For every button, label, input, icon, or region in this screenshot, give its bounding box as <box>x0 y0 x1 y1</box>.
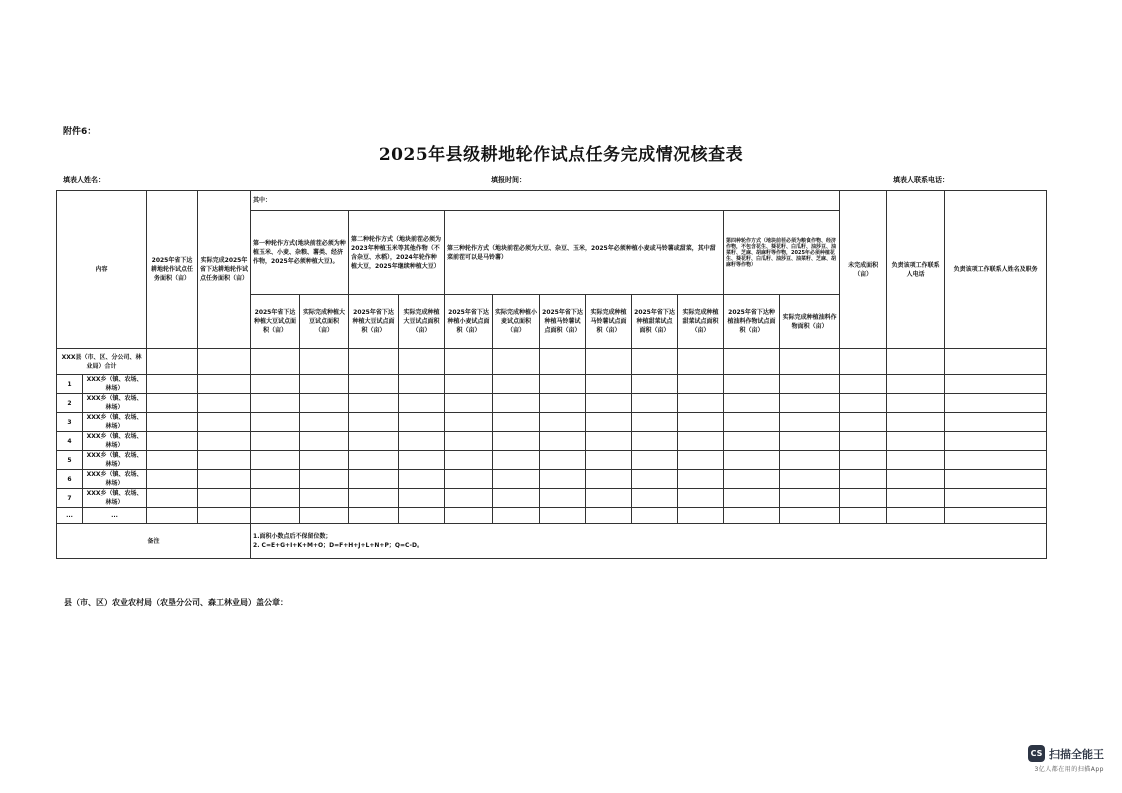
ellipsis-number: ... <box>57 508 83 524</box>
header-mode1-actual: 实际完成种植大豆试点面积（亩） <box>300 295 349 349</box>
note-line: 2. C=E+G+I+K+M+O；D=F+H+J+L+N+P；Q=C-D。 <box>253 542 423 549</box>
notes-row <box>57 524 1047 559</box>
scanner-watermark <box>1028 741 1104 773</box>
row-number: 3 <box>57 413 83 432</box>
watermark-slogan: 3亿人都在用的扫描App <box>1034 766 1104 773</box>
row-number: 5 <box>57 451 83 470</box>
table-row <box>57 432 1047 451</box>
row-name: XXX乡（镇、农场、林场） <box>83 413 147 432</box>
header-mode2-task: 2025年省下达种植大豆试点面积（亩） <box>349 295 399 349</box>
header-contact-phone: 负责该项工作联系人电话 <box>887 191 945 349</box>
row-number: 6 <box>57 470 83 489</box>
header-mode-2: 第二种轮作方式（地块前茬必须为2023年种植玉米等其他作物（不含杂豆、水稻），2024年轮作种植大豆，2025年继续种植大豆） <box>349 211 445 295</box>
header-mode-3: 第三种轮作方式（地块前茬必须为大豆、杂豆、玉米，2025年必须种植小麦或马铃薯或甜菜，其中甜菜前茬可以是马铃薯） <box>445 211 724 295</box>
row-name: XXX乡（镇、农场、林场） <box>83 470 147 489</box>
ellipsis-name: ... <box>83 508 147 524</box>
row-name: XXX乡（镇、农场、林场） <box>83 489 147 508</box>
seal-label: 县（市、区）农业农村局（农垦分公司、森工林业局）盖公章： <box>64 598 288 607</box>
header-beet-task: 2025年省下达种植甜菜试点面积（亩） <box>632 295 678 349</box>
attachment-label: 附件6： <box>63 127 97 137</box>
row-name: XXX乡（镇、农场、林场） <box>83 451 147 470</box>
filler-phone-label: 填表人联系电话： <box>893 176 949 184</box>
notes-content <box>251 524 1047 559</box>
table-row <box>57 375 1047 394</box>
table-row <box>57 394 1047 413</box>
row-number: 2 <box>57 394 83 413</box>
row-number: 4 <box>57 432 83 451</box>
header-oil-actual: 实际完成种植油料作物面积（亩） <box>780 295 840 349</box>
table-row <box>57 413 1047 432</box>
header-wheat-task: 2025年省下达种植小麦试点面积（亩） <box>445 295 493 349</box>
camscanner-logo-icon: CS <box>1028 745 1045 762</box>
header-potato-task: 2025年省下达种植马铃薯试点面积（亩） <box>540 295 586 349</box>
row-number: 1 <box>57 375 83 394</box>
header-content: 内容 <box>57 191 147 349</box>
total-row-label: XXX县（市、区、分公司、林业局）合计 <box>57 349 147 375</box>
row-number: 7 <box>57 489 83 508</box>
row-name: XXX乡（镇、农场、林场） <box>83 394 147 413</box>
note-line: 1.面积小数点后不保留位数； <box>253 533 332 540</box>
header-mode-4: 第四种轮作方式（地块前茬必须为粮食作物、经济作物，不包含花生、葵花籽、白瓜籽、油莎豆、油菜籽、芝麻、胡麻籽等作物，2025年必须种植花生、葵花籽、白瓜籽、油莎豆、油菜籽、芝麻、胡麻籽等作物） <box>724 211 840 295</box>
table-row <box>57 470 1047 489</box>
notes-label: 备注 <box>57 524 251 559</box>
header-incomplete-area: 未完成面积（亩） <box>840 191 887 349</box>
header-oil-task: 2025年省下达种植油料作物试点面积（亩） <box>724 295 780 349</box>
header-potato-actual: 实际完成种植马铃薯试点面积（亩） <box>586 295 632 349</box>
header-mode2-actual: 实际完成种植大豆试点面积（亩） <box>399 295 445 349</box>
filler-name-label: 填表人姓名： <box>63 176 105 184</box>
total-row <box>57 349 1047 375</box>
header-beet-actual: 实际完成种植甜菜试点面积（亩） <box>678 295 724 349</box>
ellipsis-row <box>57 508 1047 524</box>
watermark-app-name: 扫描全能王 <box>1049 747 1104 761</box>
fill-date-label: 填报时间： <box>491 176 526 184</box>
verification-table <box>56 190 1047 559</box>
table-row <box>57 489 1047 508</box>
header-contact-name: 负责该项工作联系人姓名及职务 <box>945 191 1047 349</box>
table-row <box>57 451 1047 470</box>
header-mode1-task: 2025年省下达种植大豆试点面积（亩） <box>251 295 300 349</box>
row-name: XXX乡（镇、农场、林场） <box>83 432 147 451</box>
header-of-which: 其中： <box>251 191 840 211</box>
header-task-area: 2025年省下达耕地轮作试点任务面积（亩） <box>147 191 198 349</box>
header-actual-area: 实际完成2025年省下达耕地轮作试点任务面积（亩） <box>198 191 251 349</box>
row-name: XXX乡（镇、农场、林场） <box>83 375 147 394</box>
document-title: 2025年县级耕地轮作试点任务完成情况核查表 <box>378 145 744 165</box>
header-wheat-actual: 实际完成种植小麦试点面积（亩） <box>493 295 540 349</box>
header-mode-1: 第一种轮作方式(地块前茬必须为种植玉米、小麦、杂粮、薯类、经济作物，2025年必须种植大豆)。 <box>251 211 349 295</box>
